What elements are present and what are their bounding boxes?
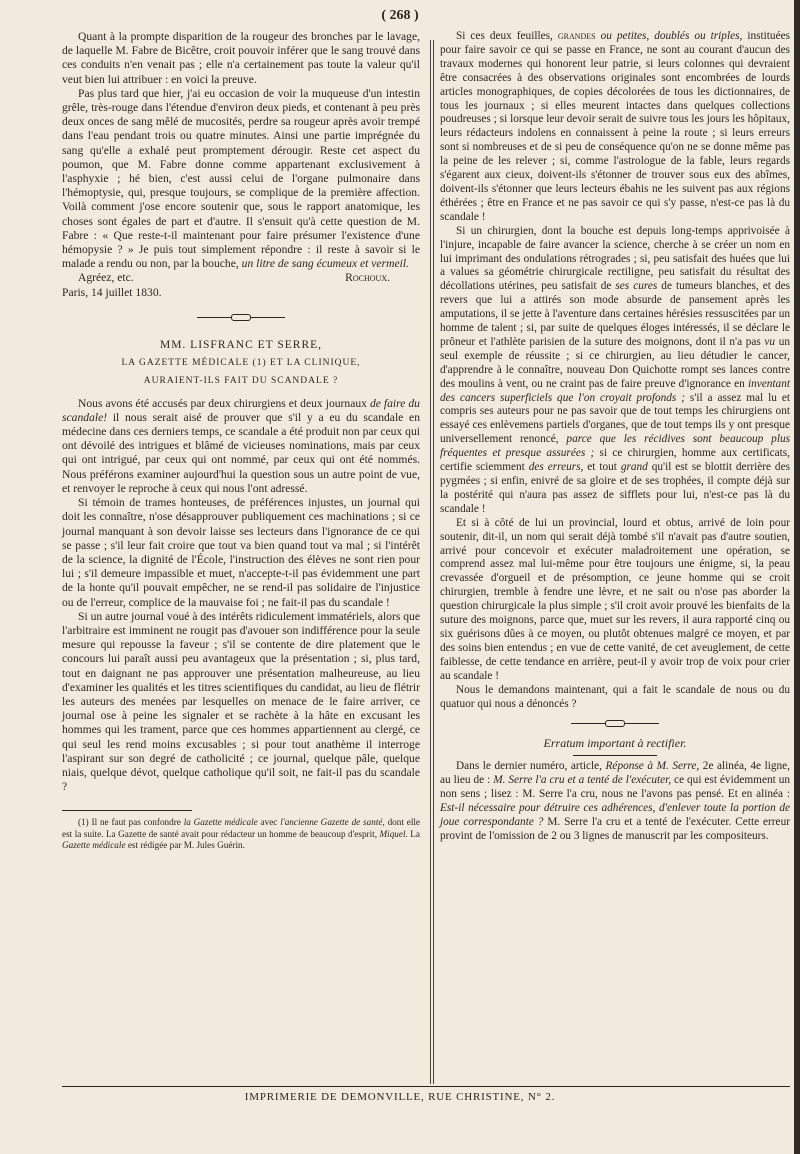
left-column bbox=[62, 30, 420, 852]
column-rule bbox=[433, 40, 434, 1084]
footnote: (1) Il ne faut pas confondre la Gazette médicale avec l'ancienne Gazette de santé, dont elle est la suite. La Gazette de santé avait pour rédacteur un homme de beaucoup d'esprit, Miquel. La Gazette médicale est rédigée par M. Jules Guérin. bbox=[62, 817, 421, 851]
article-title: MM. LISFRANC ET SERRE, bbox=[159, 339, 323, 352]
body-paragraph: Nous le demandons maintenant, qui a fait le scandale de nous ou du quatuor qui nous a dénoncés ? bbox=[440, 683, 790, 710]
body-paragraph: Si un autre journal voué à des intérêts ridiculement immatériels, alors que l'arbitraire est imminent ne rougit pas d'avouer son indifférence pour la seule mesure qui repousse la faveur ; s'il se contente de dire platement que le concours lui paraît aussi peu avantageux que la présentation ; si, plus tard, tout en daignant ne pas approuver une présentation malheureuse, au lieu d'examiner les qualités et les titres scientifiques du candidat, au lieu de flétrir les auteurs des menées par lesquelles on menace de le faire arriver, ce journal ose à peine les signaler et se rachète à la hâte en excusant les hommes qui les trament, parce que ces hommes appartiennent au clergé, ce qui seul les rend moins excusables ; si pour tout anathème il interroge l'aspirant sur son degré de catholicité ; ce journal, quelque pâle, quelque niais, quelque dévot, quelque catholique qu'il soit, ne fait-il pas du scandale ? bbox=[62, 609, 420, 794]
body-paragraph: Et si à côté de lui un provincial, lourd et obtus, arrivé de loin pour soutenir, dit-il, un nom qui serait déjà tombé s'il n'avait pas d'autre soutien, arrivé pour concevoir et exécuter maladroitement une opération, se comprend assez mal lui-même pour être toujours une énigme, si, la peau crevassée d'orgueil et de présomption, ce jeune homme qui se croit chirurgien, tremble à fendre une lèvre, et ne sait ou n'ose pas aborder la question chirurgicale la plus simple ; s'il croit avoir prouvé les bienfaits de la suture des moignons, parce que, muet sur les revers, il aura rapporté cinq ou six guérisons dûes à ce moyen, ou plutôt obtenues malgré ce moyen, et par des soins bien entendus ; en vue de cette vanité, de cet aveuglement, de cette faiblesse, de cette tendance en arrière, peut-il y avoir trop de voix pour crier au scandale ! bbox=[440, 516, 790, 682]
imprint: IMPRIMERIE DE DEMONVILLE, RUE CHRISTINE, N° 2. bbox=[244, 1091, 556, 1103]
imprint-rule bbox=[62, 1086, 790, 1087]
article-subtitle: AURAIENT-ILS FAIT DU SCANDALE ? bbox=[143, 376, 339, 387]
ornament-divider bbox=[440, 717, 790, 731]
body-paragraph: Si témoin de trames honteuses, de préférences injustes, un journal qui doit les connaître, n'ose désapprouver publiquement ces machinations ; si ce journal manquant à son devoir laisse ses lecteurs dans l'ignorance de ce qui se passe ; s'il leur fait croire que tout va bien quand tout va mal ; si l'intérêt de la science, la dignité de l'École, l'instruction des élèves ne sont rien pour lui ; s'il demeure impassible et muet, n'accepte-t-il pas évidemment une part de la honte qu'il pouvait empêcher, ne se rend-il pas solidaire de l'injustice ou de l'erreur, complice de la mauvaise foi ; ne fait-il pas du scandale ! bbox=[62, 496, 420, 609]
body-paragraph: Quant à la prompte disparition de la rougeur des bronches par le lavage, de laquelle M. Fabre de Bicêtre, croit pouvoir inférer que le sang trouvé dans ces conduits n'en venait pas ; elle n'a certainement pas toute la valeur qu'il veut bien lui attribuer : en voici la preuve. bbox=[62, 30, 420, 86]
letter-closing: Agréez, etc. bbox=[78, 271, 134, 285]
body-paragraph: Si un chirurgien, dont la bouche est depuis long-temps apprivoisée à l'injure, incapable de faire avancer la science, cherche à se créer un nom en lui imprimant des ondulations rétrogrades ; si, peu satisfait des huées que lui a values sa géométrie chirurgicale rectiligne, peu satisfait du résultat des décollations utérines, peu satisfait de ses cures de tumeurs blanches, et des revers que lui a attirés son mode absurde de pansement après les amputations, il se jette à l'aventure dans certaines hérésies ressuscitées par un homme de talent ; si, par suite de quelques éloges intéressés, il se déclare le prôneur et l'athlète parisien de la suture des moignons, dont il n'a pas vu un seul exemple de réussite ; si ce chirurgien, au lieu détudier le cancer, d'apprendre à le connaître, nouveau Don Quichotte rompt ses lances contre des moulins à vent, ou ne craint pas de faire preuve d'ignorance en inventant des cancers superficiels que l'on croyait profonds ; s'il a assez mal lu et compris ses auteurs pour ne pas savoir que de tout temps les chirurgiens ont essayé ces enlèvemens partiels d'organes, que de tout temps ils y ont presque universellement renoncé, parce que les récidives sont beaucoup plus fréquentes et presque assurées ; si ce chirurgien, homme aux certificats, certifie sciemment des erreurs, et tout grand qu'il est se blottit derrière des pygmées ; si enfin, enivré de sa gloire et de ses trophées, il compte déjà sur la postérité qui n'aura pas assez de sifflets pour lui, n'est-ce pas là du scandale ! bbox=[440, 224, 791, 515]
body-paragraph: Nous avons été accusés par deux chirurgiens et deux journaux de faire du scandale! il nous serait aisé de prouver que s'il y a eu du scandale en médecine dans ces derniers temps, ce scandale a été produit non par ceux qui ont dévoilé des intrigues et blâmé de vicieuses nominations, mais par ceux qui ont intrigué, par ceux qui ont nommé, par ceux qui ont été nommés. Nous préférons examiner aujourd'hui la question sous un autre point de vue, et renvoyer le reproche à ceux qui nous l'ont adressé. bbox=[62, 396, 420, 495]
ornament-divider bbox=[62, 310, 420, 324]
erratum-text: Dans le dernier numéro, article, Réponse à M. Serre, 2e alinéa, 4e ligne, au lieu de : M. Serre l'a cru et a tenté de l'exécuter, ce qui est évidemment un non sens ; lisez : M. Serre l'a cru, nous ne l'avons pas pensé. Et en alinéa : Est-il nécessaire pour détruire ces adhérences, d'enlever toute la portion de joue correspondante ? M. Serre l'a cru et a tenté de l'exécuter. Cette erreur provint de l'omission de 2 ou 3 lignes de manuscrit par les compositeurs. bbox=[440, 760, 790, 842]
article-subtitle: LA GAZETTE MÉDICALE (1) ET LA CLINIQUE, bbox=[121, 358, 361, 369]
page-number: ( 268 ) bbox=[381, 8, 419, 23]
erratum-title: Erratum important à rectifier. bbox=[543, 736, 687, 751]
right-column bbox=[440, 30, 790, 844]
letter-closing-row bbox=[62, 271, 420, 285]
quoted-phrase: un litre de sang écumeux et vermeil. bbox=[241, 257, 409, 271]
dateline: Paris, 14 juillet 1830. bbox=[62, 285, 162, 299]
dateline-row bbox=[62, 286, 420, 300]
letter-signature: Rochoux. bbox=[345, 271, 390, 285]
body-paragraph: Pas plus tard que hier, j'ai eu occasion de voir la muqueuse d'un intestin grêle, très-rouge dans l'étendue d'environ deux pieds, et contenant à peu près deux onces de sang mêlé de mucosités, perdre sa rougeur après avoir trempé dans l'eau pendant trois ou quatre minutes. Ainsi une partie imprégnée du sang qu'elle a exhalé peut promptement dérougir. Reste cet aspect du poumon, que M. Fabre donne comme appartenant exclusivement à l'asphyxie ; hé bien, c'est aussi celui de l'organe pulmonaire dans l'hémoptysie, qui, presque toujours, se complique de la première affection. Voilà comment j'ose encore soutenir que, sous le rapport anatomique, les choses sont égales de part et d'autre. Il s'ensuit qu'à cette question de M. Fabre : « Que reste-t-il maintenant pour faire présumer l'existence d'une hémopysie ? » Je puis tout simplement répondre : il reste à savoir si le malade a rendu ou non, par la bouche, un litre de sang écumeux et vermeil. bbox=[62, 86, 420, 271]
body-paragraph: Si ces deux feuilles, grandes ou petites, doublés ou triples, instituées pour faire savoir ce qui se passe en France, ne sont au courant d'aucun des travaux modernes qui honorent leur patrie, si leurs colonnes qui devraient être consacrées à des observations originales sont encombrées de lourds articles monographiques, de copies décolorées de tous les dictionnaires, de tous les journaux ; si elles meurent intactes dans quelques collections poudreuses ; si lorsque leur devoir serait de suivre tous les jours les hôpitaux, leurs rédacteurs indolens en connaissent à peine la route ; si leurs erreurs sont si nombreuses et de si peu de conséquence qu'on ne se donne même pas la peine de les relever ; si, comme l'astrologue de la fable, leurs regards s'égarent aux cieux, doivent-ils s'étonner de trouver sous eux des abîmes, doivent-ils s'étonner que leurs lecteurs ébahis ne les suivent pas aux régions éthérées ; être en France et ne pas savoir ce qui s'y passe, n'est-ce pas là du scandale ! bbox=[440, 30, 790, 223]
erratum-underline bbox=[573, 755, 657, 756]
column-rule bbox=[430, 40, 431, 1084]
footnote-rule bbox=[62, 810, 192, 811]
